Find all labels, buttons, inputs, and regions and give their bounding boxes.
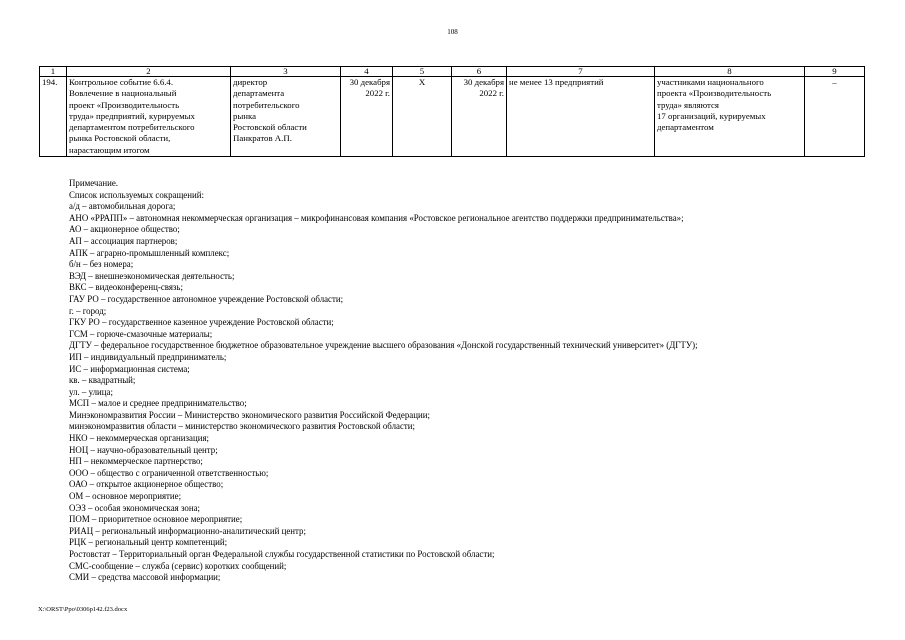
abbreviation-item: ООО – общество с ограниченной ответственностью; xyxy=(69,467,269,478)
abbreviation-item: ОМ – основное мероприятие; xyxy=(69,491,182,502)
end-date-line: 2022 г. xyxy=(479,88,504,99)
responsible-line: департамента xyxy=(233,88,285,99)
abbreviation-item: ИП – индивидуальный предприниматель; xyxy=(69,351,227,362)
column-header: 1 xyxy=(40,67,67,77)
responsible-line: Ростовской области xyxy=(233,122,307,133)
result-line: 17 организаций, курируемых xyxy=(657,110,766,121)
abbreviation-item: ГКУ РО – государственное казенное учреждение Ростовской области; xyxy=(69,317,334,328)
abbreviation-item: а/д – автомобильная дорога; xyxy=(69,201,176,212)
result-line: проекта «Производительность xyxy=(657,88,772,99)
table-row xyxy=(40,77,865,157)
abbreviation-item: ПОМ – приоритетное основное мероприятие; xyxy=(69,514,243,525)
column-header: 5 xyxy=(393,67,452,77)
abbreviation-item: НКО – некоммерческая организация; xyxy=(69,433,210,444)
abbreviation-item: НП – некоммерческое партнерство; xyxy=(69,456,203,467)
file-path-footer: X:\ORST\Ppo\0306p142.f23.docx xyxy=(38,606,128,613)
abbreviation-item: РЦК – региональный центр компетенций; xyxy=(69,537,228,548)
event-line: Контрольное событие 6.6.4. xyxy=(69,77,174,87)
event-line: департаментом потребительского xyxy=(69,122,195,133)
plan-table xyxy=(39,66,865,157)
event-line: проект «Производительность xyxy=(69,99,180,110)
abbreviation-item: Минэкономразвития России – Министерство экономического развития Российской Федерации; xyxy=(69,409,430,420)
result-line: участниками национального xyxy=(657,77,764,87)
result-line: департаментом xyxy=(657,122,714,133)
abbreviation-item: минэкономразвития области – министерство экономического развития Ростовской области; xyxy=(69,421,415,432)
start-date-line: 30 декабря xyxy=(349,77,390,87)
notes-heading: Примечание. xyxy=(69,178,118,188)
indicator-cell: не менее 13 предприятий xyxy=(507,77,655,157)
end-date-line: 30 декабря xyxy=(463,77,504,87)
page-number: 108 xyxy=(447,28,458,36)
abbreviation-item: АП – ассоциация партнеров; xyxy=(69,235,178,246)
abbreviation-item: ГАУ РО – государственное автономное учреждение Ростовской области; xyxy=(69,293,344,304)
abbreviation-item: СМИ – средства массовой информации; xyxy=(69,572,221,583)
x-mark-cell: Х xyxy=(393,77,452,157)
abbreviation-item: СМС-сообщение – служба (сервис) коротких сообщений; xyxy=(69,560,287,571)
notes-section xyxy=(69,178,869,584)
responsible-line: потребительского xyxy=(233,99,300,110)
result-line: труда» являются xyxy=(657,99,719,110)
abbreviation-item: ИС – информационная система; xyxy=(69,363,190,374)
column-header: 4 xyxy=(341,67,393,77)
dash-cell: – xyxy=(805,77,865,157)
event-line: нарастающим итогом xyxy=(69,144,150,155)
abbreviation-item: ОЭЗ – особая экономическая зона; xyxy=(69,502,201,513)
start-date-line: 2022 г. xyxy=(365,88,390,99)
event-line: рынка Ростовской области, xyxy=(69,133,171,144)
abbreviation-item: ОАО – открытое акционерное общество; xyxy=(69,479,224,490)
column-header: 2 xyxy=(67,67,231,77)
abbreviation-item: ВЭД – внешнеэкономическая деятельность; xyxy=(69,270,235,281)
abbreviation-item: РИАЦ – региональный информационно-аналитический центр; xyxy=(69,525,306,536)
abbreviation-item: б/н – без номера; xyxy=(69,259,134,270)
result-cell xyxy=(655,77,805,157)
abbreviation-item: ВКС – видеоконференц-связь; xyxy=(69,282,183,293)
start-date-cell xyxy=(341,77,393,157)
column-header: 8 xyxy=(655,67,805,77)
abbreviation-item: ДГТУ – федеральное государственное бюджетное образовательное учреждение высшего образования «Донской государственный технический университет» (ДГТУ); xyxy=(69,340,698,351)
column-header: 3 xyxy=(231,67,341,77)
column-header: 6 xyxy=(452,67,507,77)
responsible-cell xyxy=(231,77,341,157)
abbreviation-item: г. – город; xyxy=(69,305,107,316)
abbreviation-item: МСП – малое и среднее предпринимательство; xyxy=(69,398,247,409)
responsible-line: рынка xyxy=(233,110,257,121)
abbreviations-title: Список используемых сокращений: xyxy=(69,189,204,200)
responsible-line: директор xyxy=(233,77,268,87)
abbreviation-item: кв. – квадратный; xyxy=(69,375,136,386)
abbreviation-item: АНО «РРАПП» – автономная некоммерческая организация – микрофинансовая компания «Ростовское региональное агентство поддержки предпринимательства»; xyxy=(69,212,684,223)
end-date-cell xyxy=(452,77,507,157)
abbreviation-item: ГСМ – горюче-смазочные материалы; xyxy=(69,328,213,339)
table-header-row xyxy=(40,67,865,77)
abbreviation-item: АПК – аграрно-промышленный комплекс; xyxy=(69,247,230,258)
event-line: Вовлечение в национальный xyxy=(69,88,177,99)
column-header: 9 xyxy=(805,67,865,77)
column-header: 7 xyxy=(507,67,655,77)
abbreviation-item: ул. – улица; xyxy=(69,386,113,397)
event-line: труда» предприятий, курируемых xyxy=(69,110,195,121)
row-number: 194. xyxy=(40,77,67,157)
responsible-line: Панкратов А.П. xyxy=(233,133,292,144)
abbreviation-item: НОЦ – научно-образовательный центр; xyxy=(69,444,218,455)
abbreviation-item: АО – акционерное общество; xyxy=(69,224,180,235)
abbreviation-item: Ростовстат – Территориальный орган Федеральной службы государственной статистики по Ростовской области; xyxy=(69,549,495,559)
event-cell xyxy=(67,77,231,157)
